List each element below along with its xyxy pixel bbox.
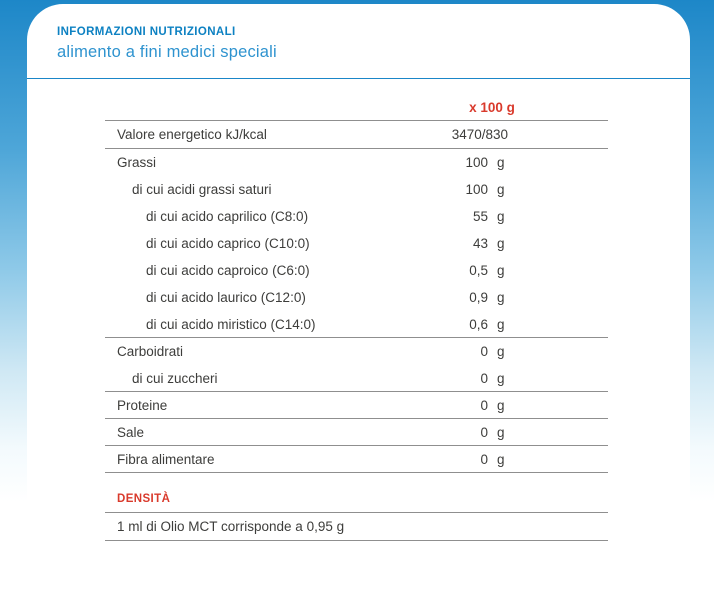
table-row — [105, 230, 608, 257]
table-row — [105, 121, 608, 149]
row-label: di cui acido miristico (C14:0) — [146, 316, 316, 332]
table-row — [105, 176, 608, 203]
row-unit: g — [497, 236, 505, 251]
header-divider — [27, 78, 690, 79]
row-value: 0,6 — [469, 316, 488, 332]
row-label: Valore energetico kJ/kcal — [117, 127, 267, 142]
table-row — [105, 311, 608, 338]
row-unit: g — [497, 209, 505, 224]
table-header-row — [105, 94, 608, 121]
page-title: INFORMAZIONI NUTRIZIONALI — [57, 26, 236, 38]
row-unit: g — [497, 316, 505, 332]
row-value: 0,9 — [469, 290, 488, 305]
table-row — [105, 257, 608, 284]
row-unit: g — [497, 424, 505, 440]
row-label: di cui acido laurico (C12:0) — [146, 290, 306, 305]
row-value: 3470/830 — [451, 127, 508, 142]
row-label: di cui zuccheri — [132, 370, 218, 386]
row-label: Grassi — [117, 155, 157, 170]
row-label: Carboidrati — [117, 344, 184, 359]
row-label: di cui acido caprico (C10:0) — [146, 236, 310, 251]
row-label: di cui acidi grassi saturi — [132, 182, 272, 197]
density-text: 1 ml di Olio MCT corrisponde a 0,95 g — [117, 519, 345, 534]
row-value: 0 — [480, 344, 488, 359]
row-value: 55 — [472, 209, 488, 224]
table-row — [105, 284, 608, 311]
row-unit: g — [497, 397, 505, 413]
column-header: x 100 g — [469, 99, 515, 115]
row-unit: g — [497, 155, 505, 170]
row-unit: g — [497, 344, 505, 359]
row-value: 43 — [472, 236, 488, 251]
row-value: 100 — [465, 155, 488, 170]
table-row — [105, 338, 608, 365]
table-row — [105, 419, 608, 446]
table-row — [105, 446, 608, 473]
table-row — [105, 149, 608, 176]
row-label: di cui acido caprilico (C8:0) — [146, 209, 309, 224]
table-row — [105, 365, 608, 392]
row-value: 0 — [480, 397, 488, 413]
row-unit: g — [497, 263, 505, 278]
page-subtitle: alimento a fini medici speciali — [57, 43, 277, 61]
table-row — [105, 203, 608, 230]
nutrition-table — [105, 94, 608, 473]
row-label: Proteine — [117, 397, 168, 413]
density-section — [105, 493, 608, 541]
row-unit: g — [497, 370, 505, 386]
row-unit: g — [497, 182, 505, 197]
table-row — [105, 392, 608, 419]
row-unit: g — [497, 290, 505, 305]
row-label: Fibra alimentare — [117, 451, 215, 467]
card-header — [27, 4, 690, 62]
row-unit: g — [497, 451, 505, 467]
row-value: 0,5 — [469, 263, 488, 278]
row-label: Sale — [117, 424, 145, 440]
row-label: di cui acido caproico (C6:0) — [146, 263, 310, 278]
row-value: 0 — [480, 424, 488, 440]
row-value: 0 — [480, 451, 488, 467]
nutrition-card — [27, 4, 690, 598]
density-title: DENSITÀ — [105, 493, 608, 513]
row-value: 100 — [465, 182, 488, 197]
row-value: 0 — [480, 370, 488, 386]
density-row — [105, 513, 608, 541]
